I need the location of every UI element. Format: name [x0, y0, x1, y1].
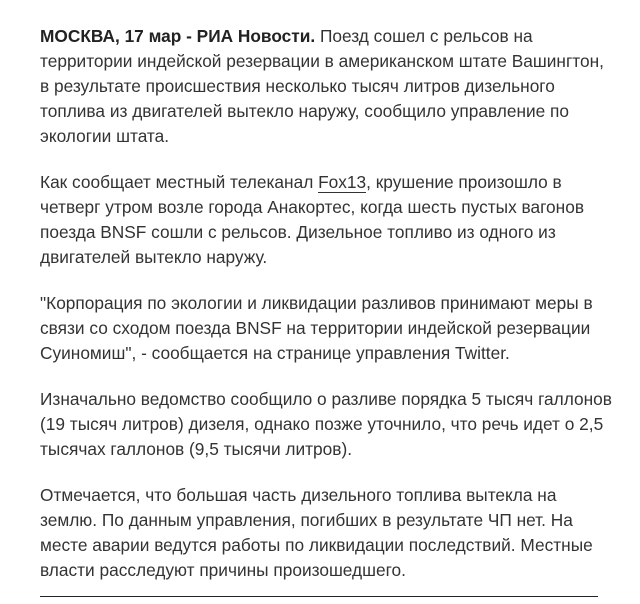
- article-paragraph-1: [40, 24, 616, 149]
- article-paragraph-5: Отмечается, что большая часть дизельного топлива вытекла на землю. По данным управления, погибших в результате ЧП нет. На месте аварии ведутся работы по ликвидации последствий. Местные власти расследуют причины произошедшего.: [40, 485, 593, 580]
- dateline: МОСКВА, 17 мар - РИА Новости.: [40, 26, 316, 46]
- paragraph-2-text-after: , крушение произошло в четверг утром возле города Анакортес, когда шесть пустых вагонов поезда BNSF сошли с рельсов. Дизельное топливо из одного из двигателей вытекло наружу.: [40, 172, 584, 267]
- article-paragraph-4: Изначально ведомство сообщило о разливе порядка 5 тысяч галлонов (19 тысяч литров) дизеля, однако позже уточнило, что речь идет о 2,5 тысячах галлонов (9,5 тысячи литров).: [40, 389, 612, 459]
- bottom-divider: [40, 596, 598, 597]
- paragraph-2-text-before: Как сообщает местный телеканал: [40, 172, 319, 192]
- article-paragraph-3: "Корпорация по экологии и ликвидации разливов принимают меры в связи со сходом поезда BNSF на территории индейской резервации Суиномиш", - сообщается на странице управления Twitter.: [40, 293, 593, 363]
- fox13-link[interactable]: Fox13: [318, 172, 367, 192]
- article-paragraph-2: [40, 170, 616, 270]
- article-body: [40, 24, 616, 604]
- paragraph-1-text: Поезд сошел с рельсов на территории индейской резервации в американском штате Вашингтон, в результате происшествия несколько тысяч литров дизельного топлива из двигателей вытекло наружу, сообщило управление по экологии штата.: [40, 26, 604, 146]
